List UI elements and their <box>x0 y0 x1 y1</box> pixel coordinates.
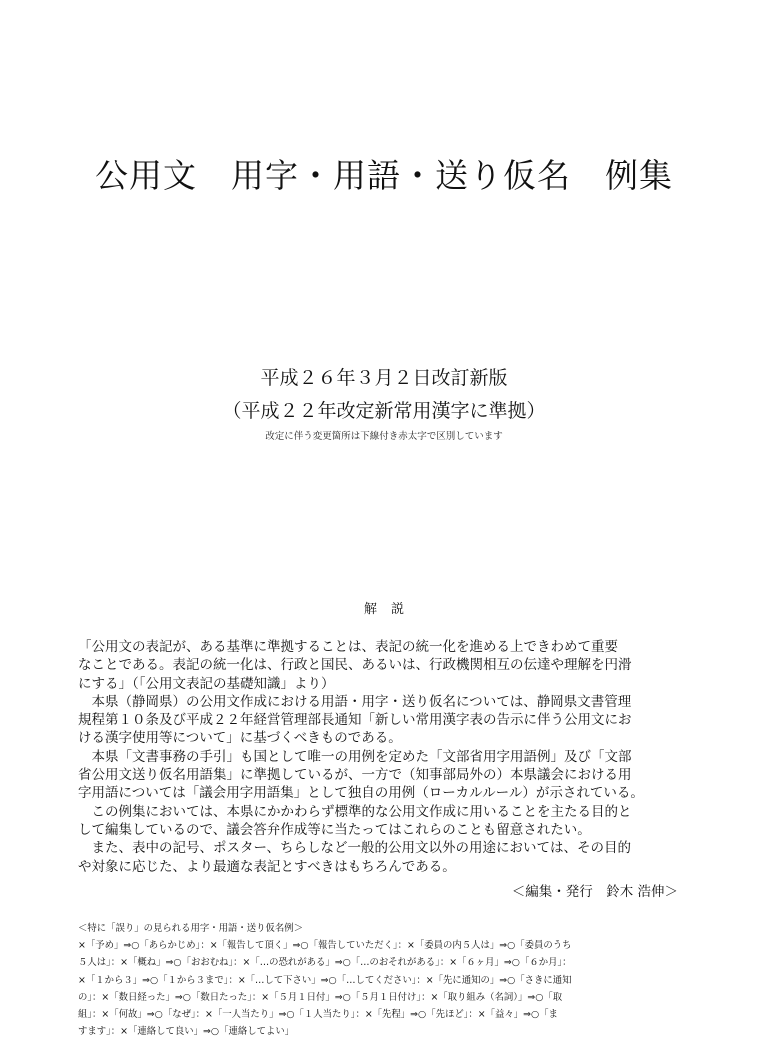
basis-line: （平成２２年改定新常用漢字に準拠） <box>222 400 546 422</box>
example-line: ×「１から３」⇒○「１から３まで」：×「…して下さい」⇒○「…してください」：×「先に通知の」⇒○「さきに通知 <box>78 974 572 986</box>
example-line: の」：×「数日経った」⇒○「数日たった」：×「５月１日付」⇒○「５月１日付け」：×「取り組み（名詞）」⇒○「取 <box>78 991 563 1003</box>
paragraph-line: や対象に応じた、より最適な表記とすべきはもちろんである。 <box>78 858 456 875</box>
misuse-examples <box>78 920 686 1040</box>
paragraph-line: なことである。表記の統一化は、行政と国民、あるいは、行政機関相互の伝達や理解を円滑 <box>78 657 632 674</box>
paragraph-line: 省公用文送り仮名用語集」に準拠しているが、一方で（知事部局外の）本県議会における用 <box>78 767 632 784</box>
paragraph-line: にする」（「公用文表記の基礎知識」より） <box>78 675 335 692</box>
paragraph-line: して編集しているので、議会答弁作成等に当たってはこれらのことも留意されたい。 <box>78 821 591 838</box>
paragraph-line: 字用語については「議会用字用語集」として独自の用例（ローカルルール）が示されている。 <box>78 785 644 802</box>
example-line: 組」：×「何故」⇒○「なぜ」：×「一人当たり」⇒○「１人当たり」：×「先程」⇒○「先ほど」：×「益々」⇒○「ま <box>78 1008 558 1020</box>
section-heading: 解説 <box>363 602 418 617</box>
explanation-paragraph <box>78 638 682 876</box>
paragraph-line: この例集においては、本県にかかわらず標準的な公用文作成に用いることを主たる目的と <box>78 803 632 820</box>
editor-signature: ＜編集・発行 鈴木 浩伸＞ <box>511 884 678 900</box>
paragraph-line: また、表中の記号、ポスター、ちらしなど一般的公用文以外の用途においては、その目的 <box>78 840 631 857</box>
examples-heading: ＜特に「誤り」の見られる用字・用語・送り仮名例＞ <box>78 923 304 934</box>
revision-note: 改定に伴う変更箇所は下線付き赤太字で区別しています <box>265 431 503 442</box>
document-title: 公用文 用字・用語・送り仮名 例集 <box>95 156 673 195</box>
paragraph-line: 規程第１０条及び平成２２年経営管理部長通知「新しい常用漢字表の告示に伴う公用文にお <box>78 712 632 729</box>
example-line: すます」：×「連絡して良い」⇒○「連絡してよい」 <box>78 1026 295 1038</box>
example-line: ５人は」：×「概ね」⇒○「おおむね」：×「…の恐れがある」⇒○「…のおそれがある」：×「６ヶ月」⇒○「６か月」： <box>78 957 572 969</box>
edition-line: 平成２６年３月２日改訂新版 <box>260 367 508 389</box>
paragraph-line: 「公用文の表記が、ある基準に準拠することは、表記の統一化を進める上できわめて重要 <box>78 639 618 655</box>
paragraph-line: ける漢字使用等について」に基づくべきものである。 <box>78 730 402 747</box>
paragraph-line: 本県（静岡県）の公用文作成における用語・用字・送り仮名については、静岡県文書管理 <box>78 693 632 710</box>
example-line: ×「予め」⇒○「あらかじめ」：×「報告して頂く」⇒○「報告していただく」：×「委員の内５人は」⇒○「委員のうち <box>78 940 572 952</box>
paragraph-line: 本県「文書事務の手引」も国として唯一の用例を定めた「文部省用字用語例」及び「文部 <box>78 748 632 765</box>
